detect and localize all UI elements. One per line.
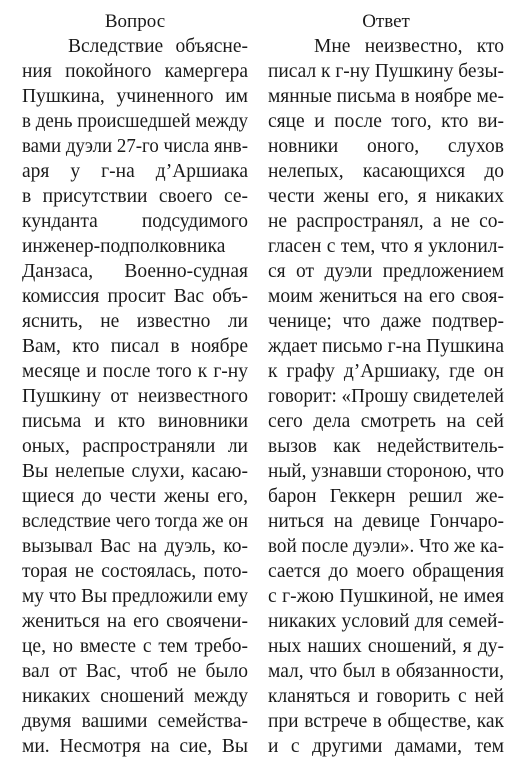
answer-text-line: моим жениться на его своя- [268,286,504,307]
answer-text-line: мянные письма в ноябре ме- [268,86,504,107]
question-text-line: Пушкину от неизвестного [22,386,248,407]
answer-text-line: ченице; что даже подтвер- [268,311,504,332]
answer-text-line: ниться на девице Гончаро- [268,511,504,532]
question-text-line: ния покойного камергера [22,61,248,82]
answer-text-line: Мне неизвестно, кто [314,36,504,57]
question-heading: Вопрос [104,11,166,32]
answer-text-line: гласен с тем, что я уклонил- [268,236,504,257]
answer-text-line: к графу д’Аршиаку, где он [268,361,504,382]
question-text-line: вами дуэли 27-го числа янв- [22,136,248,157]
question-text-line: аря у г-на д’Аршиака [22,161,248,182]
answer-text-line: ный, узнавши стороною, что [268,461,504,482]
question-text-line: торая не состоялась, пото- [22,561,248,582]
answer-text-line: вой после дуэли». Что же ка- [268,536,504,557]
question-text-line: никаких сношений между [22,686,248,707]
question-text-line: оных, распространяли ли [22,436,248,457]
answer-text-line: и с другими дамами, тем [268,736,504,757]
question-text-line: Данзаса, Военно-судная [22,261,248,282]
question-text-line: вал от Вас, чтоб не было [22,661,248,682]
question-text-line: яснить, не известно ли [22,311,248,332]
question-text-line: це, но вместе с тем требо- [22,636,248,657]
answer-text-line: барон Геккерн решил же- [268,486,504,507]
question-text-line: в присутствии своего се- [22,186,248,207]
answer-text-line: с г-жою Пушкиной, не имея [268,586,504,607]
answer-text-line: чести жены его, я никаких [268,186,504,207]
answer-column [268,10,504,759]
question-text-line: Вы нелепые слухи, касаю- [22,461,248,482]
answer-text-line: новники оного, слухов [268,136,504,157]
question-text-line: комиссия просит Вас объ- [22,286,248,307]
answer-text-line: никаких условий для семей- [268,611,504,632]
answer-heading: Ответ [362,11,410,32]
question-text-line: му что Вы предложили ему [22,586,248,607]
question-text-line: кунданта подсудимого [22,211,248,232]
answer-text-line: вызов как недействитель- [268,436,504,457]
answer-text-line: говорит: «Прошу свидетелей [268,386,504,407]
answer-text-line: сего дела смотреть на сей [268,411,504,432]
question-column [22,10,248,759]
question-text-line: жениться на его своячени- [22,611,248,632]
answer-text-line: сяце и после того, кто ви- [268,111,504,132]
answer-text-line: ных наших сношений, я ду- [268,636,504,657]
answer-text-line: ся от дуэли предложением [268,261,504,282]
answer-text-line: писал к г-ну Пушкину безы- [268,61,504,82]
answer-text-line: мал, что был в обязанности, [268,661,504,682]
question-text-line: Пушкина, учиненного им [22,86,248,107]
question-text-line: ми. Несмотря на сие, Вы [22,736,248,757]
answer-text-line: нелепых, касающихся до [268,161,504,182]
question-text-line: Вам, кто писал в ноябре [22,336,248,357]
answer-text [268,34,504,759]
question-text-line: двумя вашими семейства- [22,711,248,732]
question-text-line: щиеся до чести жены его, [22,486,248,507]
answer-text-line: сается до моего обращения [268,561,504,582]
question-text-line: вызывал Вас на дуэль, ко- [22,536,248,557]
question-text-line: вследствие чего тогда же он [22,511,248,532]
answer-text-line: при встрече в обществе, как [268,711,504,732]
question-text-line: в день происшедшей между [22,111,248,132]
question-text [22,34,248,759]
question-text-line: месяце и после того к г-ну [22,361,248,382]
question-text-line: письма и кто виновники [22,411,248,432]
question-text-line: инженер-подполковника [22,236,226,257]
answer-text-line: ждает письмо г-на Пушкина [268,336,504,357]
question-text-line: Вследствие объясне- [68,36,248,57]
answer-text-line: не распространял, а не со- [268,211,504,232]
answer-text-line: кланяться и говорить с ней [268,686,504,707]
